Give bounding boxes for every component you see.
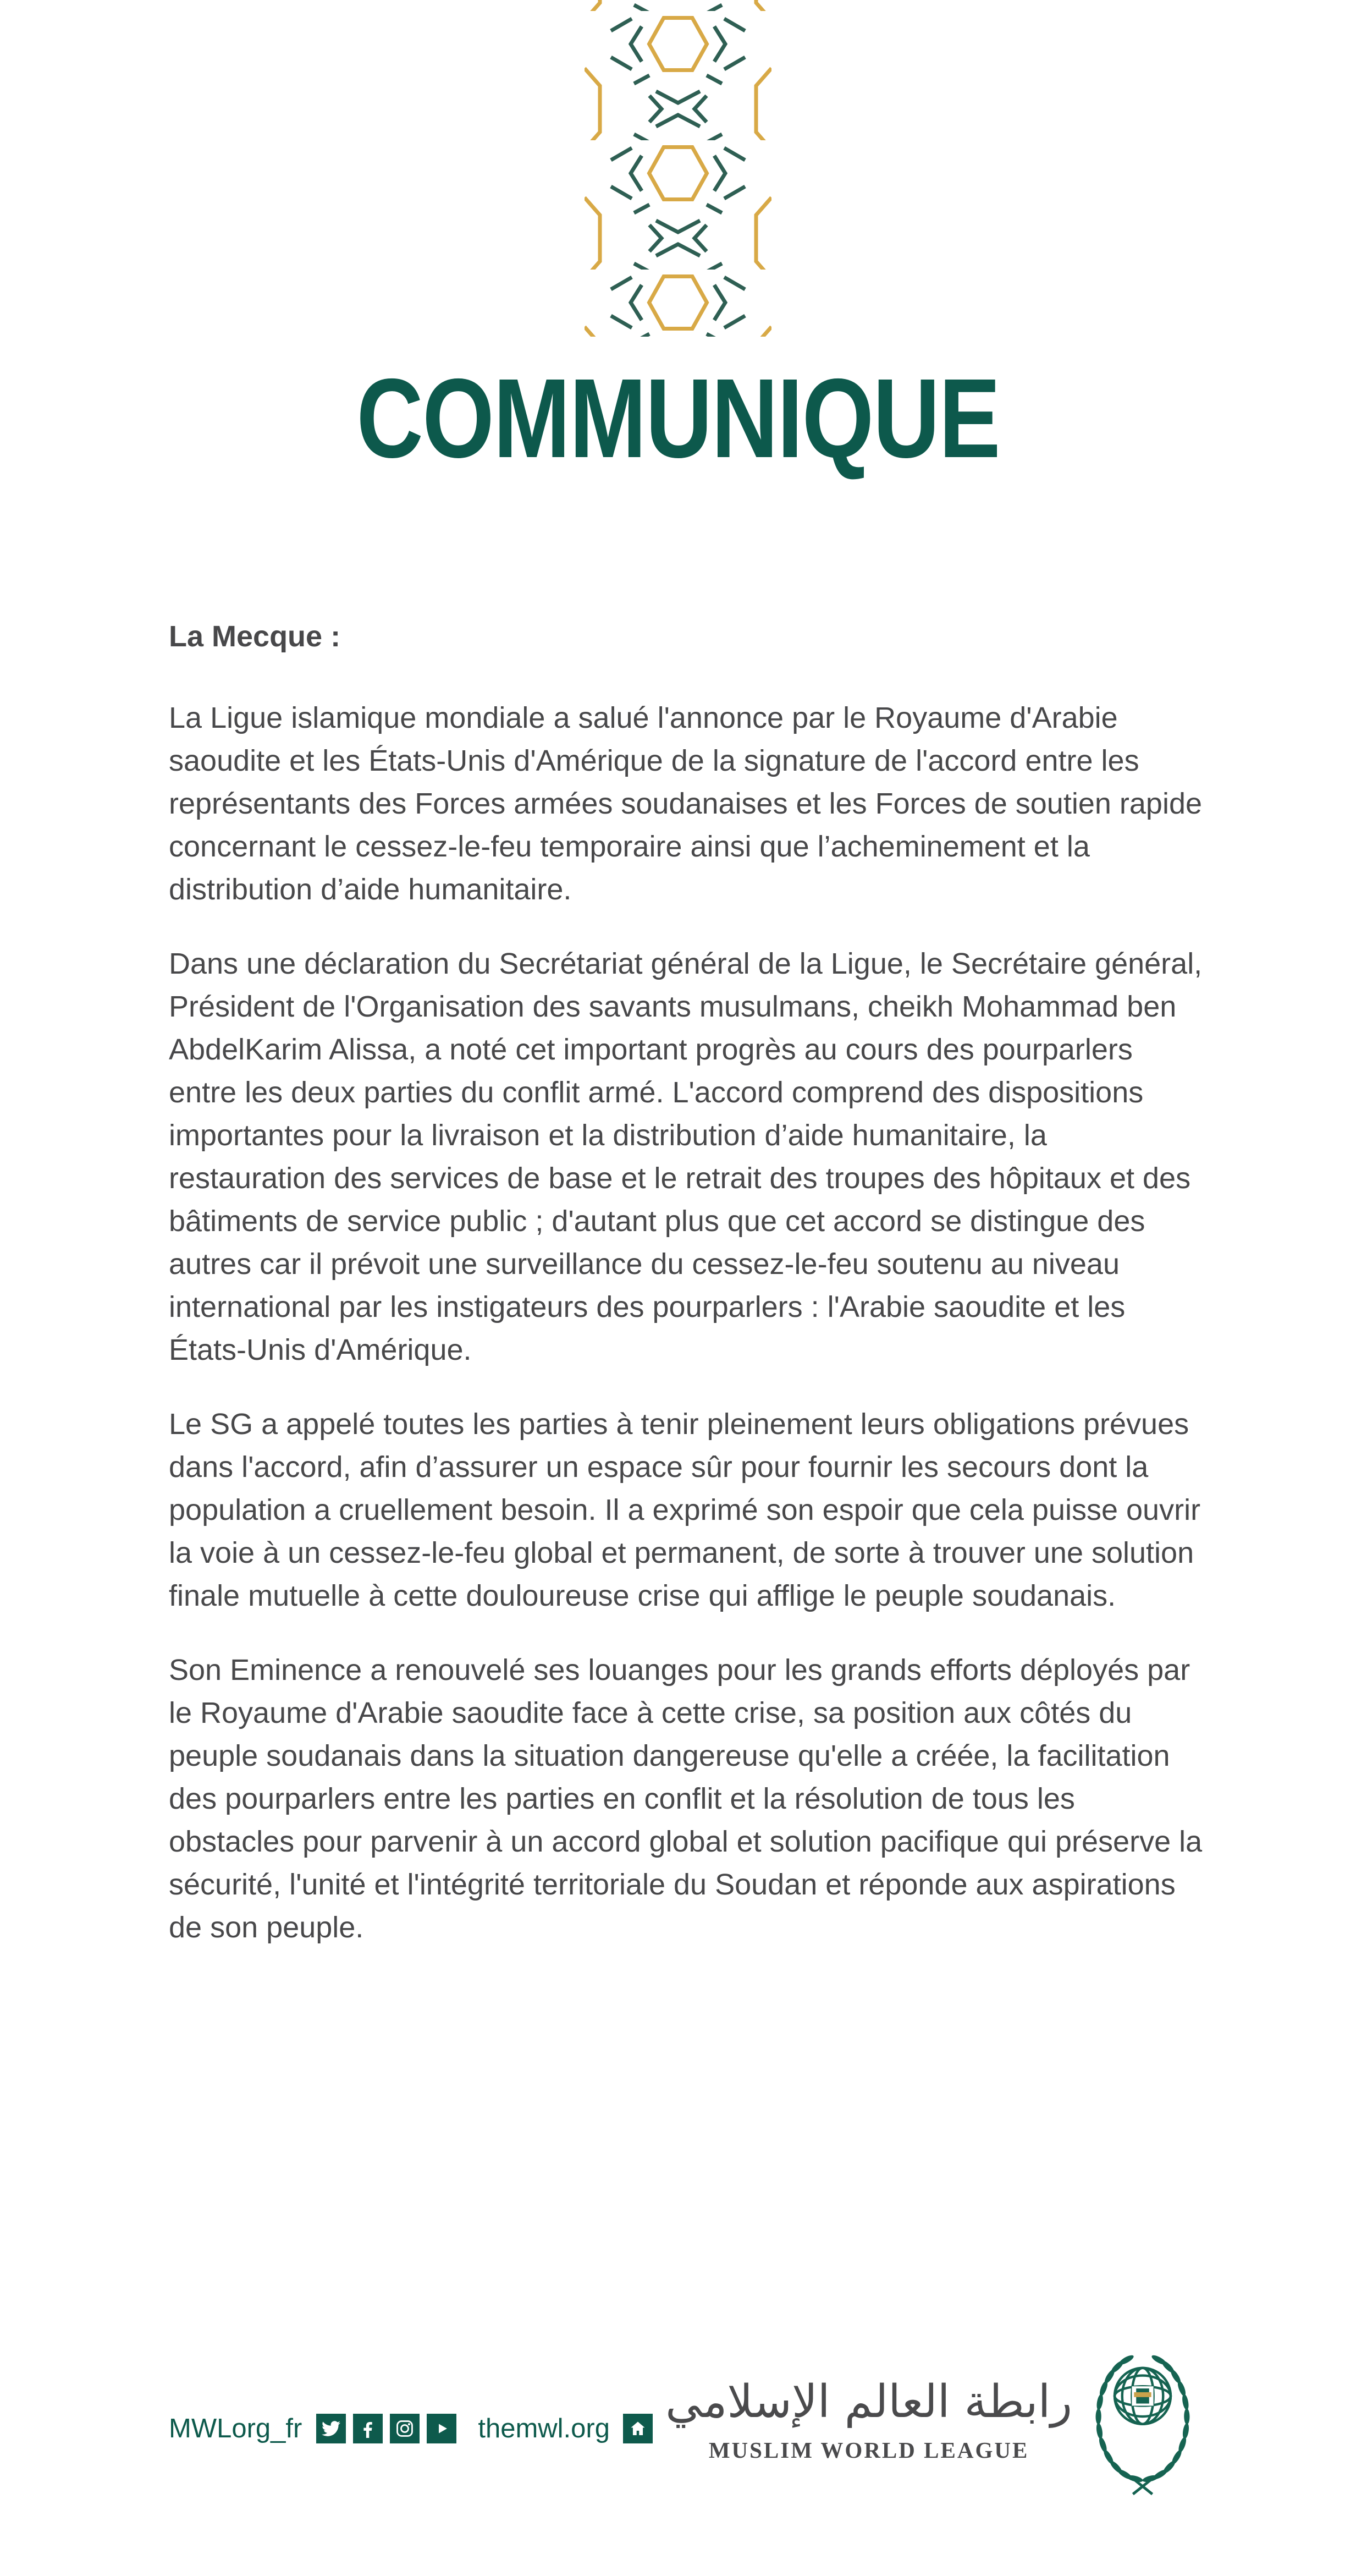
paragraph-1: La Ligue islamique mondiale a salué l'annonce par le Royaume d'Arabie saoudite et les États-Unis d'Amérique de la signature de l'accord entre les représentants des Forces armées soudanaises et les Forces de soutien rapide concernant le cessez-le-feu temporaire ainsi que l’acheminement et la distribution d’aide humanitaire. (169, 701, 1203, 906)
footer-social-bar (169, 2414, 653, 2443)
mwl-wordmarks (665, 2372, 1072, 2464)
islamic-geometric-pattern (585, 0, 771, 337)
mwl-name-arabic: رابطة العالم الإسلامي (665, 2375, 1072, 2428)
mwl-emblem (1089, 2337, 1197, 2498)
twitter-icon[interactable] (316, 2414, 346, 2443)
website-link[interactable]: themwl.org (478, 2414, 610, 2443)
kaaba (1132, 2386, 1153, 2405)
page-title-text: COMMUNIQUE (356, 355, 1000, 481)
page-title (0, 356, 1356, 481)
paragraph-3: Le SG a appelé toutes les parties à tenir pleinement leurs obligations prévues dans l'accord, afin d’assurer un espace sûr pour fournir les secours dont la population a cruellement besoin. Il a exprimé son espoir que cela puisse ouvrir la voie à un cessez-le-feu global et permanent, de sorte à trouver une solution finale mutuelle à cette douloureuse crise qui afflige le peuple soudanais. (169, 1408, 1201, 1612)
twitter-handle[interactable]: MWLorg_fr (169, 2414, 302, 2443)
home-icon[interactable] (623, 2414, 653, 2443)
facebook-icon[interactable] (353, 2414, 383, 2443)
mwl-name-english: MUSLIM WORLD LEAGUE (708, 2437, 1029, 2463)
communique-body (169, 615, 1208, 1980)
mwl-logo-block (665, 2337, 1197, 2498)
paragraph-4: Son Eminence a renouvelé ses louanges pour les grands efforts déployés par le Royaume d'Arabie saoudite face à cette crise, sa position aux côtés du peuple soudanais dans la situation dangereuse qu'elle a créée, la facilitation des pourparlers entre les parties en conflit et la résolution de tous les obstacles pour parvenir à un accord global et solution pacifique qui préserve la sécurité, l'unité et l'intégrité territoriale du Soudan et réponde aux aspirations de son peuple. (169, 1654, 1203, 1944)
dateline: La Mecque : (169, 620, 341, 653)
instagram-icon[interactable] (390, 2414, 420, 2443)
youtube-icon[interactable] (427, 2414, 456, 2443)
paragraph-2: Dans une déclaration du Secrétariat général de la Ligue, le Secrétaire général, Président de l'Organisation des savants musulmans, cheikh Mohammad ben AbdelKarim Alissa, a noté cet important progrès au cours des pourparlers entre les deux parties du conflit armé. L'accord comprend des dispositions importantes pour la livraison et la distribution d’aide humanitaire, la restauration des services de base et le retrait des troupes des hôpitaux et des bâtiments de service public ; d'autant plus que cet accord se distingue des autres car il prévoit une surveillance du cessez-le-feu soutenu au niveau international par les instigateurs des pourparlers : l'Arabie saoudite et les États-Unis d'Amérique. (169, 947, 1203, 1366)
laurel-wreath (1095, 2354, 1190, 2484)
